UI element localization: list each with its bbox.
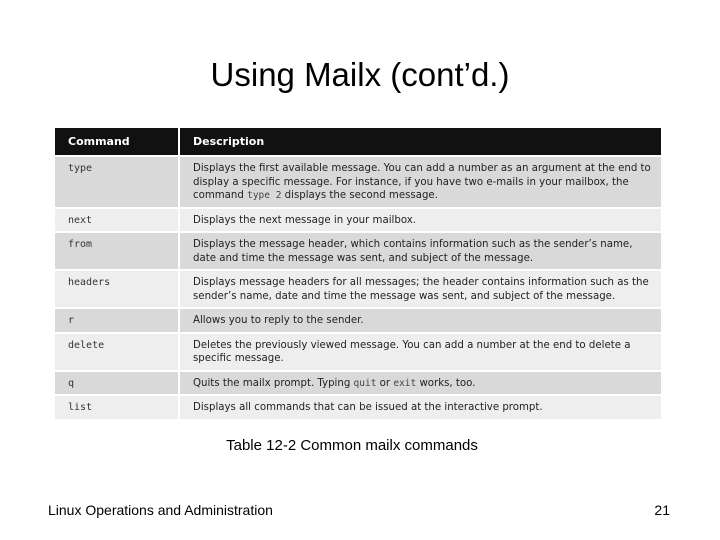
inline-code: exit	[393, 377, 417, 389]
header-command: Command	[55, 128, 179, 156]
command-cell: delete	[55, 333, 179, 371]
description-text: Displays the first available message. You can add a number as an argument at the end to display a specific message. For instance, if you have two e-mails in your mailbox, the command	[193, 163, 651, 201]
command-cell: headers	[55, 270, 179, 308]
page-number: 21	[654, 502, 670, 518]
command-cell: q	[55, 371, 179, 396]
description-text: or	[376, 377, 394, 389]
table-row	[55, 208, 661, 233]
description-cell	[179, 371, 661, 396]
slide-title: Using Mailx (cont’d.)	[210, 56, 510, 93]
description-cell: Displays all commands that can be issued at the interactive prompt.	[179, 395, 661, 419]
command-cell: type	[55, 156, 179, 208]
table-row	[55, 232, 661, 270]
command-cell: from	[55, 232, 179, 270]
footer-course-title: Linux Operations and Administration	[48, 502, 273, 518]
table-caption: Table 12-2 Common mailx commands	[226, 437, 478, 454]
table-header-row	[55, 128, 661, 156]
inline-code: quit	[353, 377, 377, 389]
command-cell: r	[55, 308, 179, 333]
command-cell: list	[55, 395, 179, 419]
table-row	[55, 156, 661, 208]
table-row	[55, 333, 661, 371]
table-row	[55, 308, 661, 333]
description-text: works, too.	[416, 377, 476, 389]
description-cell: Allows you to reply to the sender.	[179, 308, 661, 333]
description-cell: Displays the next message in your mailbox.	[179, 208, 661, 233]
table-row	[55, 371, 661, 396]
inline-code: type 2	[247, 190, 282, 201]
header-description: Description	[179, 128, 661, 156]
description-cell: Deletes the previously viewed message. You can add a number at the end to delete a specific message.	[179, 333, 661, 371]
table-row	[55, 270, 661, 308]
command-cell: next	[55, 208, 179, 233]
description-text: displays the second message.	[281, 190, 438, 201]
commands-table	[55, 128, 661, 419]
description-cell	[179, 156, 661, 208]
description-text: Quits the mailx prompt. Typing	[193, 377, 354, 389]
description-cell: Displays message headers for all messages; the header contains information such as the sender’s name, date and time the message was sent, and subject of the message.	[179, 270, 661, 308]
table-row	[55, 395, 661, 419]
description-cell: Displays the message header, which contains information such as the sender’s name, date and time the message was sent, and subject of the message.	[179, 232, 661, 270]
